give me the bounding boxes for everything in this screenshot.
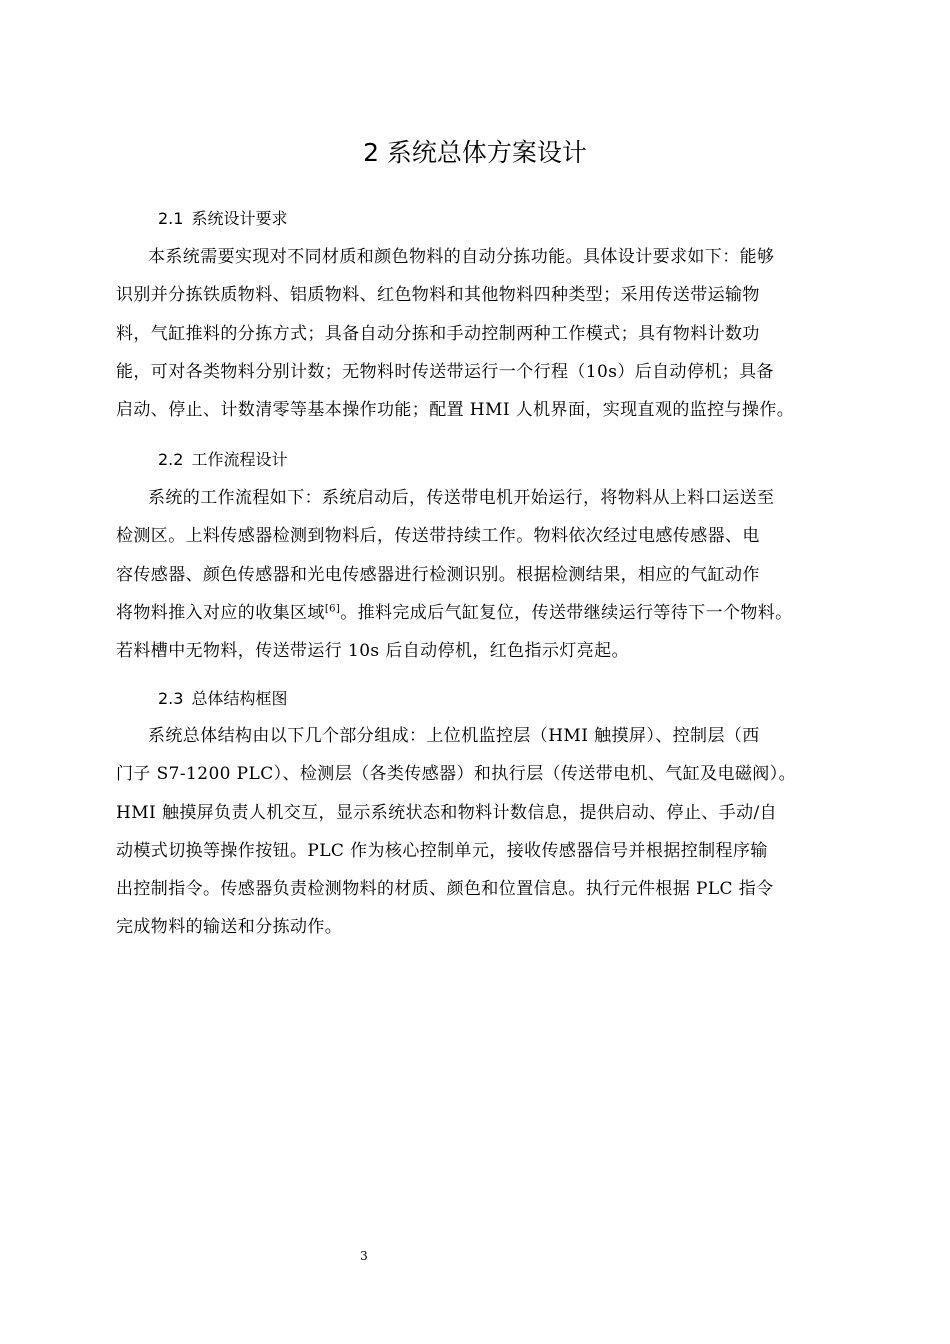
paragraph-overall-structure bbox=[116, 717, 844, 947]
section-heading-2-3 bbox=[158, 688, 287, 710]
paragraph-line: 系统总体结构由以下几个部分组成：上位机监控层（HMI 触摸屏）、控制层（西 bbox=[148, 726, 760, 746]
paragraph-line: HMI 触摸屏负责人机交互，显示系统状态和物料计数信息，提供启动、停止、手动/自 bbox=[116, 802, 778, 823]
section-title: 总体结构框图 bbox=[191, 689, 288, 708]
section-title: 系统设计要求 bbox=[191, 209, 288, 228]
chapter-title: 2 系统总体方案设计 bbox=[363, 138, 587, 167]
paragraph-text: 将物料推入对应的收集区域 bbox=[116, 602, 325, 623]
paragraph-line: 容传感器、颜色传感器和光电传感器进行检测识别。根据检测结果，相应的气缸动作 bbox=[116, 564, 760, 585]
paragraph-line: 动模式切换等操作按钮。PLC 作为核心控制单元，接收传感器信号并根据控制程序输 bbox=[116, 840, 768, 861]
paragraph-line: 启动、停止、计数清零等基本操作功能；配置 HMI 人机界面，实现直观的监控与操作。 bbox=[116, 400, 795, 421]
paragraph-line: 门子 S7-1200 PLC）、检测层（各类传感器）和执行层（传送带电机、气缸及电磁阀）。 bbox=[116, 764, 797, 785]
paragraph-line: 检测区。上料传感器检测到物料后，传送带持续工作。物料依次经过电感传感器、电 bbox=[116, 526, 760, 547]
paragraph-line: 识别并分拣铁质物料、铝质物料、红色物料和其他物料四种类型；采用传送带运输物 bbox=[116, 285, 760, 306]
paragraph-line: 若料槽中无物料，传送带运行 10s 后自动停机，红色指示灯亮起。 bbox=[116, 641, 629, 662]
paragraph-line: 本系统需要实现对不同材质和颜色物料的自动分拣功能。具体设计要求如下：能够 bbox=[148, 247, 775, 267]
paragraph-line: 能，可对各类物料分别计数；无物料时传送带运行一个行程（10s）后自动停机；具备 bbox=[116, 361, 774, 382]
paragraph-line-with-citation bbox=[116, 594, 844, 632]
section-heading-2-2 bbox=[158, 449, 287, 471]
section-title: 工作流程设计 bbox=[191, 450, 288, 469]
section-number: 2.3 bbox=[158, 689, 184, 708]
page-number: 3 bbox=[360, 1249, 368, 1263]
paragraph-line: 出控制指令。传感器负责检测物料的材质、颜色和位置信息。执行元件根据 PLC 指令 bbox=[116, 879, 774, 900]
paragraph-line: 料，气缸推料的分拣方式；具备自动分拣和手动控制两种工作模式；具有物料计数功 bbox=[116, 323, 760, 344]
paragraph-text: 。推料完成后气缸复位，传送带继续运行等待下一个物料。 bbox=[340, 602, 793, 623]
section-number: 2.2 bbox=[158, 450, 184, 469]
section-heading-2-1 bbox=[158, 208, 287, 230]
paragraph-design-requirements bbox=[116, 238, 844, 429]
citation-reference[interactable]: [6] bbox=[324, 603, 341, 615]
paragraph-line: 系统的工作流程如下：系统启动后，传送带电机开始运行，将物料从上料口运送至 bbox=[148, 488, 775, 508]
paragraph-line: 完成物料的输送和分拣动作。 bbox=[116, 917, 343, 938]
paragraph-workflow bbox=[116, 479, 844, 670]
section-number: 2.1 bbox=[158, 209, 184, 228]
